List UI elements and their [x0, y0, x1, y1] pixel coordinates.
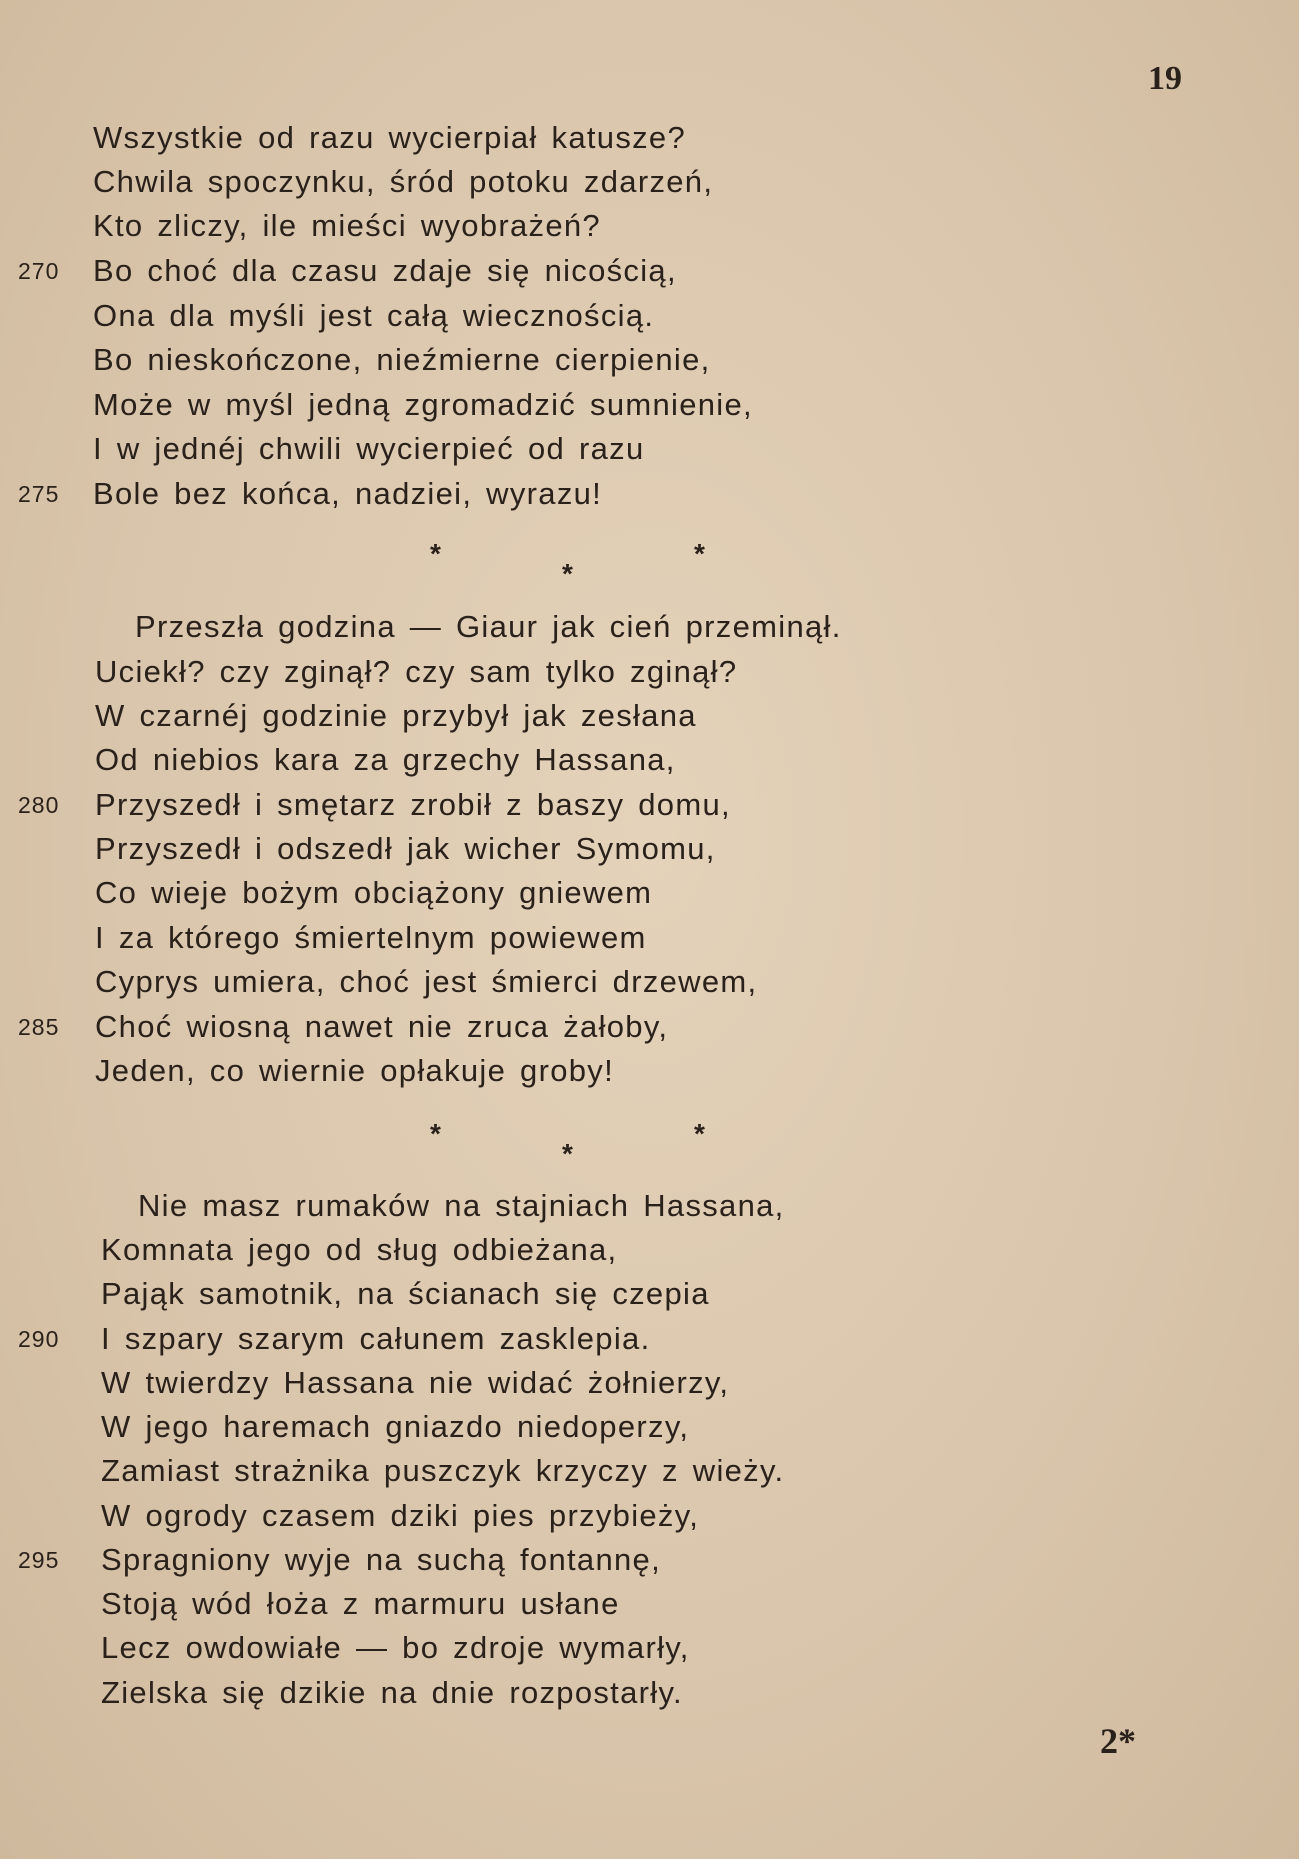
verse-text: Choć wiosną nawet nie zruca żałoby, [95, 1009, 669, 1044]
verse-text: Lecz owdowiałe — bo zdroje wymarły, [101, 1630, 690, 1665]
stanza-separator [420, 1118, 740, 1168]
line-number: 290 [18, 1326, 60, 1352]
line-number: 295 [18, 1547, 60, 1573]
asterisk: * [694, 538, 705, 569]
verse-text: Zielska się dzikie na dnie rozpostarły. [101, 1675, 683, 1710]
verse-text: I za którego śmiertelnym powiewem [95, 920, 647, 955]
verse-text: Komnata jego od sług odbieżana, [101, 1232, 618, 1267]
line-number: 270 [18, 258, 60, 284]
verse-text: Ona dla myśli jest całą wiecznością. [93, 298, 655, 333]
verse-text: Pająk samotnik, na ścianach się czepia [101, 1276, 710, 1311]
verse-text: I szpary szarym całunem zasklepia. [101, 1321, 651, 1356]
verse-text: Przeszła godzina — Giaur jak cień przeminął. [135, 609, 842, 644]
page-number: 19 [1148, 60, 1182, 97]
verse-text: W twierdzy Hassana nie widać żołnierzy, [101, 1365, 730, 1400]
stanza-separator [420, 538, 740, 588]
verse-text: Bo choć dla czasu zdaje się nicością, [93, 253, 677, 288]
verse-text: Przyszedł i odszedł jak wicher Symomu, [95, 831, 716, 866]
asterisk: * [694, 1118, 705, 1149]
verse-text: Jeden, co wiernie opłakuje groby! [95, 1053, 615, 1088]
verse-text: W czarnéj godzinie przybył jak zesłana [95, 698, 697, 733]
verse-text: Nie masz rumaków na stajniach Hassana, [138, 1188, 785, 1223]
verse-text: Kto zliczy, ile mieści wyobrażeń? [93, 208, 601, 243]
verse-text: Od niebios kara za grzechy Hassana, [95, 742, 676, 777]
verse-text: Bo nieskończone, nieźmierne cierpienie, [93, 342, 711, 377]
verse-text: Co wieje bożym obciążony gniewem [95, 875, 653, 910]
asterisk: * [430, 538, 441, 569]
verse-text: Przyszedł i smętarz zrobił z baszy domu, [95, 787, 731, 822]
signature-mark: 2* [1100, 1721, 1136, 1761]
line-number: 280 [18, 792, 60, 818]
verse-text: W ogrody czasem dziki pies przybieży, [101, 1498, 700, 1533]
verse-text: Chwila spoczynku, śród potoku zdarzeń, [93, 164, 714, 199]
verse-text: Wszystkie od razu wycierpiał katusze? [93, 120, 687, 155]
verse-text: Bole bez końca, nadziei, wyrazu! [93, 476, 603, 511]
verse-text: Cyprys umiera, choć jest śmierci drzewem, [95, 964, 758, 999]
verse-text: Zamiast strażnika puszczyk krzyczy z wieży. [101, 1453, 785, 1488]
line-number: 285 [18, 1014, 60, 1040]
verse-text: W jego haremach gniazdo niedoperzy, [101, 1409, 690, 1444]
asterisk: * [430, 1118, 441, 1149]
line-number: 275 [18, 481, 60, 507]
asterisk: * [562, 558, 573, 589]
verse-text: Spragniony wyje na suchą fontannę, [101, 1542, 661, 1577]
verse-text: Uciekł? czy zginął? czy sam tylko zginął? [95, 654, 738, 689]
asterisk: * [562, 1138, 573, 1169]
verse-text: Może w myśl jedną zgromadzić sumnienie, [93, 387, 753, 422]
verse-text: Stoją wód łoża z marmuru usłane [101, 1586, 620, 1621]
verse-text: I w jednéj chwili wycierpieć od razu [93, 431, 645, 466]
